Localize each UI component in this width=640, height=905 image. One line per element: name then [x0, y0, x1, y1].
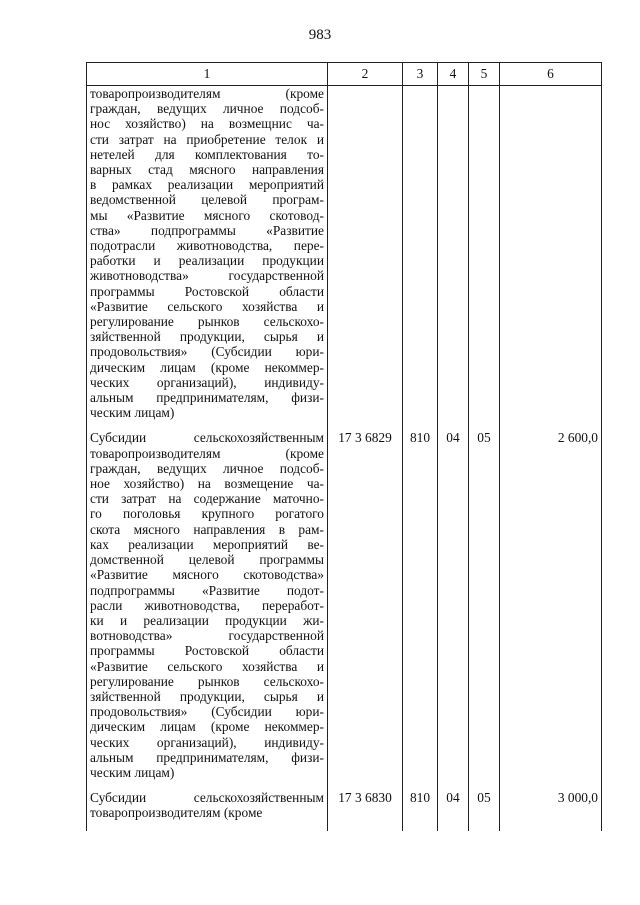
- row-description: [87, 430, 328, 790]
- description-line: Субсидии сельскохозяйственным: [90, 790, 324, 806]
- row-description: [87, 86, 328, 431]
- description-line: ческих организаций), индивиду-: [90, 374, 324, 390]
- expense-type-code: 810: [403, 430, 438, 790]
- column-header: 1: [87, 63, 328, 86]
- section-code: 04: [438, 430, 469, 790]
- row-description: [87, 790, 328, 830]
- description-line: скота мясного направления в рам-: [90, 521, 324, 537]
- description-line: подотрасли животноводства, пере-: [90, 238, 324, 254]
- description-line: альным предпринимателям, физи-: [90, 749, 324, 765]
- description-line: сти затрат на приобретение телок и: [90, 131, 324, 147]
- subsection-code: 05: [469, 790, 500, 830]
- description-line: граждан, ведущих личное подсоб-: [90, 101, 324, 117]
- expense-type-code: [403, 86, 438, 431]
- amount-value: [500, 86, 602, 431]
- description-line: ное хозяйство) на возмещение ча-: [90, 476, 324, 492]
- table-row: [87, 86, 602, 431]
- description-line: домственной целевой программы: [90, 552, 324, 568]
- description-line: го поголовья крупного рогатого: [90, 506, 324, 522]
- description-line: «Развитие мясного скотоводства»: [90, 567, 324, 583]
- column-header: 6: [500, 63, 602, 86]
- description-line: «Развитие сельского хозяйства и: [90, 658, 324, 674]
- description-line: «Развитие сельского хозяйства и: [90, 298, 324, 314]
- amount-value: 3 000,0: [500, 790, 602, 830]
- description-line: Субсидии сельскохозяйственным: [90, 430, 324, 446]
- description-line: сти затрат на содержание маточно-: [90, 491, 324, 507]
- target-article-code: 17 3 6830: [328, 790, 403, 830]
- description-line: нетелей для комплектования то-: [90, 146, 324, 162]
- expense-type-code: 810: [403, 790, 438, 830]
- table-row: [87, 790, 602, 830]
- description-line: расли животноводства, переработ-: [90, 597, 324, 613]
- column-header: 4: [438, 63, 469, 86]
- description-line: ческим лицам): [90, 764, 175, 780]
- column-header: 3: [403, 63, 438, 86]
- description-line: товаропроизводителям (кроме: [90, 805, 263, 821]
- description-line: вотноводства» государственной: [90, 628, 324, 644]
- description-line: программы Ростовской области: [90, 643, 324, 659]
- description-line: дическим лицам (кроме некоммер-: [90, 719, 324, 735]
- description-line: ческим лицам): [90, 405, 175, 421]
- description-line: зяйственной продукции, сырья и: [90, 329, 324, 345]
- subsection-code: 05: [469, 430, 500, 790]
- description-line: нос хозяйство) на возмещнис ча-: [90, 116, 324, 132]
- table-header-row: [87, 63, 602, 86]
- description-line: в рамках реализации мероприятий: [90, 177, 324, 193]
- description-line: регулирование рынков сельскохо-: [90, 314, 324, 330]
- description-line: ческих организаций), индивиду-: [90, 734, 324, 750]
- description-line: продовольствия» (Субсидии юри-: [90, 344, 324, 360]
- description-line: животноводства» государственной: [90, 268, 324, 284]
- column-header: 5: [469, 63, 500, 86]
- description-line: программы Ростовской области: [90, 283, 324, 299]
- budget-table: [86, 62, 602, 831]
- target-article-code: [328, 86, 403, 431]
- description-line: граждан, ведущих личное подсоб-: [90, 460, 324, 476]
- description-line: регулирование рынков сельскохо-: [90, 673, 324, 689]
- description-line: ках реализации мероприятий ве-: [90, 536, 324, 552]
- description-line: товаропроизводителям (кроме: [90, 445, 324, 461]
- description-line: ки и реализации продукции жи-: [90, 612, 324, 628]
- description-line: мы «Развитие мясного скотовод-: [90, 207, 324, 223]
- amount-value: 2 600,0: [500, 430, 602, 790]
- description-line: ведомственной целевой програм-: [90, 192, 324, 208]
- subsection-code: [469, 86, 500, 431]
- description-line: зяйственной продукции, сырья и: [90, 688, 324, 704]
- section-code: 04: [438, 790, 469, 830]
- description-line: варных стад мясного направления: [90, 162, 324, 178]
- description-line: альным предпринимателям, физи-: [90, 390, 324, 406]
- description-line: подпрограммы «Развитие подот-: [90, 582, 324, 598]
- description-line: работки и реализации продукции: [90, 253, 324, 269]
- target-article-code: 17 3 6829: [328, 430, 403, 790]
- description-line: продовольствия» (Субсидии юри-: [90, 704, 324, 720]
- column-header: 2: [328, 63, 403, 86]
- section-code: [438, 86, 469, 431]
- table-row: [87, 430, 602, 790]
- page-number: 983: [308, 27, 332, 43]
- description-line: дическим лицам (кроме некоммер-: [90, 359, 324, 375]
- description-line: товаропроизводителям (кроме: [90, 86, 324, 101]
- description-line: ства» подпрограммы «Развитие: [90, 222, 324, 238]
